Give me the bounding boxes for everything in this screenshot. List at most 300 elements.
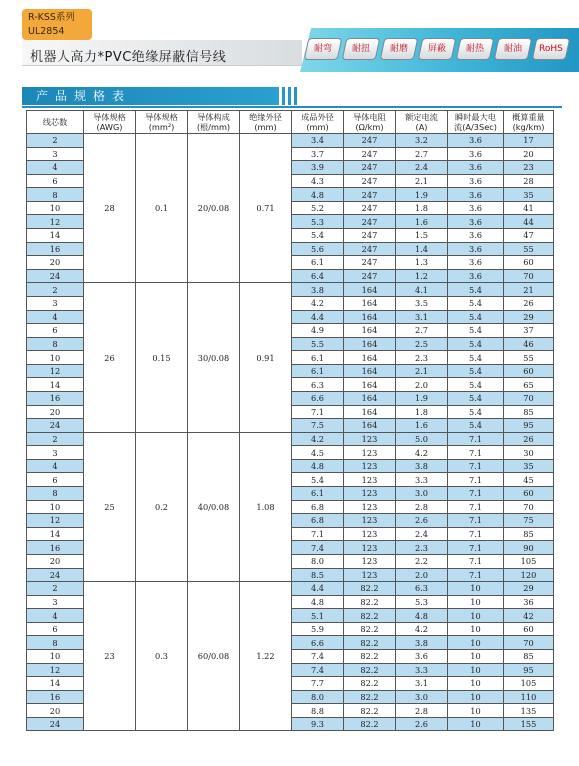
cell-cores: 20: [27, 405, 84, 419]
table-header-row: [27, 111, 554, 134]
cell-outer-diameter: 5.5: [292, 337, 344, 351]
cell-resistance: 164: [344, 419, 396, 433]
cell-resistance: 164: [344, 378, 396, 392]
cell-outer-diameter: 3.8: [292, 283, 344, 297]
cell-rated-current: 1.3: [396, 256, 448, 270]
product-title: 机器人高力*PVC绝缘屏蔽信号线: [30, 50, 227, 65]
cell-rated-current: 2.6: [396, 717, 448, 731]
cell-construction: 30/0.08: [188, 283, 240, 432]
cell-cores: 16: [27, 690, 84, 704]
cell-construction: 20/0.08: [188, 134, 240, 283]
column-header: [504, 111, 554, 134]
cell-peak-current: 10: [448, 609, 504, 623]
cell-resistance: 247: [344, 215, 396, 229]
cell-weight: 26: [504, 296, 554, 310]
cell-outer-diameter: 6.1: [292, 351, 344, 365]
cell-outer-diameter: 6.1: [292, 487, 344, 501]
cell-cores: 8: [27, 487, 84, 501]
cell-weight: 120: [504, 568, 554, 582]
cell-outer-diameter: 6.6: [292, 636, 344, 650]
cell-cores: 3: [27, 147, 84, 161]
cell-outer-diameter: 7.5: [292, 419, 344, 433]
cell-cores: 6: [27, 473, 84, 487]
cell-cores: 8: [27, 188, 84, 202]
cell-weight: 35: [504, 188, 554, 202]
cell-rated-current: 2.4: [396, 527, 448, 541]
cell-rated-current: 4.2: [396, 446, 448, 460]
column-header-line2: (mm²): [148, 122, 175, 132]
cell-rated-current: 1.8: [396, 405, 448, 419]
cell-resistance: 82.2: [344, 636, 396, 650]
cell-weight: 70: [504, 391, 554, 405]
cell-weight: 65: [504, 378, 554, 392]
cell-outer-diameter: 8.8: [292, 704, 344, 718]
cell-weight: 85: [504, 527, 554, 541]
cell-resistance: 82.2: [344, 595, 396, 609]
cell-peak-current: 3.6: [448, 188, 504, 202]
cell-outer-diameter: 8.5: [292, 568, 344, 582]
cell-insulation-od: 1.08: [240, 432, 292, 581]
column-header: [240, 111, 292, 134]
cell-outer-diameter: 5.4: [292, 473, 344, 487]
cell-resistance: 123: [344, 473, 396, 487]
cell-rated-current: 3.6: [396, 649, 448, 663]
series-standard: UL2854: [28, 26, 65, 37]
column-header-line1: 概算重量: [512, 112, 545, 122]
cell-resistance: 164: [344, 283, 396, 297]
cell-rated-current: 4.8: [396, 609, 448, 623]
cell-rated-current: 1.9: [396, 391, 448, 405]
section-stripes: [282, 87, 302, 105]
cell-peak-current: 3.6: [448, 242, 504, 256]
cell-resistance: 164: [344, 310, 396, 324]
cell-cores: 2: [27, 283, 84, 297]
cell-weight: 105: [504, 677, 554, 691]
column-header-line2: (Ω/km): [355, 122, 384, 132]
cell-resistance: 123: [344, 432, 396, 446]
cell-resistance: 123: [344, 554, 396, 568]
cell-resistance: 82.2: [344, 704, 396, 718]
cell-peak-current: 3.6: [448, 215, 504, 229]
cell-weight: 60: [504, 364, 554, 378]
cell-peak-current: 10: [448, 622, 504, 636]
cell-cores: 16: [27, 391, 84, 405]
cell-weight: 47: [504, 229, 554, 243]
cell-cores: 16: [27, 242, 84, 256]
cell-outer-diameter: 6.8: [292, 500, 344, 514]
cell-cores: 14: [27, 378, 84, 392]
column-header-line1: 瞬时最大电: [455, 112, 496, 122]
cell-resistance: 247: [344, 161, 396, 175]
cell-cores: 4: [27, 459, 84, 473]
cell-peak-current: 10: [448, 636, 504, 650]
cell-weight: 42: [504, 609, 554, 623]
cell-peak-current: 5.4: [448, 283, 504, 297]
column-header: [188, 111, 240, 134]
cell-outer-diameter: 8.0: [292, 554, 344, 568]
cell-rated-current: 3.8: [396, 459, 448, 473]
cell-peak-current: 3.6: [448, 161, 504, 175]
cell-outer-diameter: 3.4: [292, 134, 344, 148]
cell-weight: 75: [504, 514, 554, 528]
cell-resistance: 123: [344, 514, 396, 528]
cell-cores: 8: [27, 337, 84, 351]
cell-outer-diameter: 4.2: [292, 432, 344, 446]
cell-peak-current: 5.4: [448, 364, 504, 378]
column-header-line1: 导体规格: [93, 112, 126, 122]
cell-outer-diameter: 6.8: [292, 514, 344, 528]
cell-peak-current: 5.4: [448, 324, 504, 338]
cell-rated-current: 5.0: [396, 432, 448, 446]
cell-outer-diameter: 4.8: [292, 188, 344, 202]
cell-rated-current: 3.3: [396, 473, 448, 487]
cell-mm2: 0.1: [136, 134, 188, 283]
cell-weight: 23: [504, 161, 554, 175]
cell-cores: 3: [27, 296, 84, 310]
cell-resistance: 164: [344, 324, 396, 338]
cell-outer-diameter: 5.3: [292, 215, 344, 229]
cell-weight: 60: [504, 487, 554, 501]
cell-outer-diameter: 5.1: [292, 609, 344, 623]
table-row: [27, 582, 554, 596]
cell-resistance: 82.2: [344, 609, 396, 623]
column-header-line2: (mm): [254, 122, 277, 132]
cell-peak-current: 3.6: [448, 269, 504, 283]
cell-peak-current: 10: [448, 690, 504, 704]
cell-rated-current: 1.9: [396, 188, 448, 202]
cell-peak-current: 7.1: [448, 568, 504, 582]
cell-peak-current: 5.4: [448, 391, 504, 405]
cell-outer-diameter: 4.9: [292, 324, 344, 338]
cell-peak-current: 7.1: [448, 432, 504, 446]
column-header: [27, 111, 84, 134]
cell-cores: 10: [27, 500, 84, 514]
cell-rated-current: 1.2: [396, 269, 448, 283]
cell-resistance: 164: [344, 405, 396, 419]
series-tag: [22, 9, 92, 40]
cell-peak-current: 7.1: [448, 446, 504, 460]
cell-resistance: 247: [344, 229, 396, 243]
cell-cores: 6: [27, 324, 84, 338]
cell-outer-diameter: 4.8: [292, 459, 344, 473]
column-header-line1: 导体规格: [145, 112, 178, 122]
cell-rated-current: 2.8: [396, 704, 448, 718]
cell-cores: 24: [27, 717, 84, 731]
cell-cores: 20: [27, 554, 84, 568]
cell-outer-diameter: 7.7: [292, 677, 344, 691]
cell-rated-current: 2.0: [396, 568, 448, 582]
cell-weight: 35: [504, 459, 554, 473]
cell-cores: 12: [27, 663, 84, 677]
cell-weight: 110: [504, 690, 554, 704]
cell-weight: 41: [504, 201, 554, 215]
cell-cores: 24: [27, 269, 84, 283]
cell-rated-current: 2.7: [396, 324, 448, 338]
cell-resistance: 164: [344, 296, 396, 310]
cell-peak-current: 5.4: [448, 337, 504, 351]
cell-awg: 26: [84, 283, 136, 432]
cell-peak-current: 5.4: [448, 405, 504, 419]
cell-cores: 8: [27, 636, 84, 650]
column-header-line2: (AWG): [96, 122, 123, 132]
cell-outer-diameter: 4.4: [292, 582, 344, 596]
cell-rated-current: 1.8: [396, 201, 448, 215]
column-header-line2: (A): [415, 122, 428, 132]
cell-outer-diameter: 6.3: [292, 378, 344, 392]
cell-awg: 25: [84, 432, 136, 581]
cell-cores: 2: [27, 432, 84, 446]
cell-outer-diameter: 4.8: [292, 595, 344, 609]
cell-rated-current: 2.4: [396, 161, 448, 175]
cell-resistance: 123: [344, 568, 396, 582]
table-row: [27, 134, 554, 148]
cell-rated-current: 2.7: [396, 147, 448, 161]
cell-peak-current: 10: [448, 704, 504, 718]
cell-weight: 155: [504, 717, 554, 731]
cell-outer-diameter: 5.2: [292, 201, 344, 215]
cell-rated-current: 2.0: [396, 378, 448, 392]
cell-rated-current: 2.1: [396, 364, 448, 378]
column-header-line1: 导体电阻: [353, 112, 386, 122]
cell-cores: 3: [27, 446, 84, 460]
cell-insulation-od: 0.71: [240, 134, 292, 283]
cell-cores: 24: [27, 568, 84, 582]
cell-cores: 10: [27, 201, 84, 215]
cell-rated-current: 1.4: [396, 242, 448, 256]
column-header: [448, 111, 504, 134]
cell-peak-current: 10: [448, 677, 504, 691]
section-title: 产品规格表: [36, 89, 132, 103]
cell-cores: 10: [27, 649, 84, 663]
cell-peak-current: 5.4: [448, 296, 504, 310]
cell-resistance: 82.2: [344, 663, 396, 677]
cell-cores: 14: [27, 677, 84, 691]
column-header-line2: (根/mm): [196, 122, 231, 132]
cell-outer-diameter: 4.3: [292, 174, 344, 188]
cell-rated-current: 4.2: [396, 622, 448, 636]
cell-rated-current: 3.0: [396, 487, 448, 501]
cell-construction: 60/0.08: [188, 582, 240, 731]
feature-badge-bend: 耐弯: [304, 38, 343, 60]
cell-peak-current: 5.4: [448, 419, 504, 433]
cell-peak-current: 3.6: [448, 134, 504, 148]
cell-rated-current: 2.5: [396, 337, 448, 351]
cell-insulation-od: 1.22: [240, 582, 292, 731]
cell-peak-current: 7.1: [448, 487, 504, 501]
cell-resistance: 164: [344, 351, 396, 365]
cell-rated-current: 2.3: [396, 541, 448, 555]
feature-badge-shield: 屏蔽: [418, 38, 457, 60]
cell-weight: 60: [504, 256, 554, 270]
cell-awg: 28: [84, 134, 136, 283]
feature-badge-heat: 耐热: [456, 38, 495, 60]
cell-rated-current: 3.8: [396, 636, 448, 650]
cell-rated-current: 3.3: [396, 663, 448, 677]
cell-resistance: 123: [344, 527, 396, 541]
cell-outer-diameter: 6.1: [292, 256, 344, 270]
cell-peak-current: 10: [448, 663, 504, 677]
cell-weight: 70: [504, 636, 554, 650]
cell-peak-current: 5.4: [448, 310, 504, 324]
column-header-line2: 流(A/3Sec): [454, 122, 497, 132]
cell-weight: 37: [504, 324, 554, 338]
cell-mm2: 0.2: [136, 432, 188, 581]
cell-weight: 60: [504, 622, 554, 636]
cell-weight: 135: [504, 704, 554, 718]
cell-resistance: 247: [344, 269, 396, 283]
cell-resistance: 164: [344, 364, 396, 378]
table-body: [27, 134, 554, 731]
cell-resistance: 123: [344, 446, 396, 460]
cell-rated-current: 4.1: [396, 283, 448, 297]
cell-resistance: 247: [344, 188, 396, 202]
cell-weight: 29: [504, 582, 554, 596]
cell-weight: 55: [504, 351, 554, 365]
cell-outer-diameter: 5.6: [292, 242, 344, 256]
cell-peak-current: 3.6: [448, 256, 504, 270]
cell-resistance: 123: [344, 500, 396, 514]
cell-peak-current: 10: [448, 649, 504, 663]
cell-cores: 6: [27, 622, 84, 636]
cell-outer-diameter: 5.9: [292, 622, 344, 636]
cell-cores: 12: [27, 215, 84, 229]
cell-peak-current: 7.1: [448, 473, 504, 487]
cell-outer-diameter: 3.9: [292, 161, 344, 175]
cell-rated-current: 1.6: [396, 215, 448, 229]
cell-resistance: 82.2: [344, 717, 396, 731]
section-divider: [22, 106, 562, 108]
cell-rated-current: 3.0: [396, 690, 448, 704]
cell-rated-current: 6.3: [396, 582, 448, 596]
cell-rated-current: 3.5: [396, 296, 448, 310]
cell-rated-current: 1.6: [396, 419, 448, 433]
cell-peak-current: 3.6: [448, 201, 504, 215]
cell-outer-diameter: 4.5: [292, 446, 344, 460]
cell-cores: 2: [27, 582, 84, 596]
cell-weight: 70: [504, 500, 554, 514]
cell-resistance: 164: [344, 391, 396, 405]
cell-cores: 24: [27, 419, 84, 433]
cell-peak-current: 3.6: [448, 147, 504, 161]
series-name: R-KSS系列: [28, 12, 75, 23]
cell-mm2: 0.15: [136, 283, 188, 432]
cell-outer-diameter: 7.1: [292, 527, 344, 541]
cell-weight: 90: [504, 541, 554, 555]
column-header-line2: (kg/km): [512, 122, 545, 132]
column-header: [84, 111, 136, 134]
cell-outer-diameter: 6.1: [292, 364, 344, 378]
cell-resistance: 82.2: [344, 677, 396, 691]
column-header: [292, 111, 344, 134]
cell-weight: 26: [504, 432, 554, 446]
cell-cores: 10: [27, 351, 84, 365]
cell-outer-diameter: 4.4: [292, 310, 344, 324]
cell-rated-current: 3.1: [396, 677, 448, 691]
cell-resistance: 82.2: [344, 582, 396, 596]
column-header-line1: 额定电流: [405, 112, 438, 122]
cell-resistance: 247: [344, 256, 396, 270]
cell-rated-current: 5.3: [396, 595, 448, 609]
column-header: [396, 111, 448, 134]
cell-outer-diameter: 5.4: [292, 229, 344, 243]
cell-weight: 20: [504, 147, 554, 161]
cell-outer-diameter: 7.1: [292, 405, 344, 419]
cell-peak-current: 10: [448, 595, 504, 609]
column-header-line1: 绝缘外径: [249, 112, 282, 122]
cell-peak-current: 3.6: [448, 174, 504, 188]
cell-weight: 29: [504, 310, 554, 324]
cell-resistance: 247: [344, 242, 396, 256]
cell-cores: 14: [27, 229, 84, 243]
cell-cores: 4: [27, 609, 84, 623]
cell-resistance: 82.2: [344, 690, 396, 704]
cell-cores: 3: [27, 595, 84, 609]
cell-weight: 85: [504, 649, 554, 663]
cell-outer-diameter: 6.6: [292, 391, 344, 405]
cell-weight: 21: [504, 283, 554, 297]
cell-cores: 2: [27, 134, 84, 148]
cell-resistance: 247: [344, 201, 396, 215]
column-header: [136, 111, 188, 134]
cell-outer-diameter: 4.2: [292, 296, 344, 310]
cell-rated-current: 2.8: [396, 500, 448, 514]
cell-peak-current: 7.1: [448, 500, 504, 514]
cell-outer-diameter: 7.4: [292, 541, 344, 555]
cell-rated-current: 3.1: [396, 310, 448, 324]
column-header: [344, 111, 396, 134]
cell-cores: 4: [27, 161, 84, 175]
table-row: [27, 283, 554, 297]
cell-peak-current: 3.6: [448, 229, 504, 243]
cell-weight: 105: [504, 554, 554, 568]
cell-rated-current: 2.2: [396, 554, 448, 568]
spec-table: [26, 110, 554, 731]
cell-cores: 16: [27, 541, 84, 555]
cell-resistance: 123: [344, 487, 396, 501]
column-header-line1: 线芯数: [42, 117, 68, 127]
cell-weight: 30: [504, 446, 554, 460]
cell-cores: 6: [27, 174, 84, 188]
cell-outer-diameter: 6.4: [292, 269, 344, 283]
cell-mm2: 0.3: [136, 582, 188, 731]
cell-construction: 40/0.08: [188, 432, 240, 581]
cell-rated-current: 2.1: [396, 174, 448, 188]
cell-peak-current: 5.4: [448, 351, 504, 365]
cell-weight: 17: [504, 134, 554, 148]
cell-peak-current: 10: [448, 717, 504, 731]
feature-badge-twist: 耐扭: [342, 38, 381, 60]
cell-outer-diameter: 3.7: [292, 147, 344, 161]
cell-cores: 20: [27, 256, 84, 270]
cell-weight: 95: [504, 663, 554, 677]
cell-resistance: 82.2: [344, 622, 396, 636]
cell-peak-current: 7.1: [448, 527, 504, 541]
cell-cores: 20: [27, 704, 84, 718]
cell-peak-current: 7.1: [448, 459, 504, 473]
feature-badge-oil: 耐油: [494, 38, 533, 60]
cell-weight: 55: [504, 242, 554, 256]
cell-outer-diameter: 7.4: [292, 649, 344, 663]
cell-resistance: 123: [344, 541, 396, 555]
cell-rated-current: 3.2: [396, 134, 448, 148]
cell-resistance: 82.2: [344, 649, 396, 663]
column-header-line1: 成品外径: [301, 112, 334, 122]
cell-weight: 70: [504, 269, 554, 283]
cell-peak-current: 7.1: [448, 514, 504, 528]
cell-rated-current: 2.6: [396, 514, 448, 528]
cell-weight: 45: [504, 473, 554, 487]
cell-resistance: 164: [344, 337, 396, 351]
